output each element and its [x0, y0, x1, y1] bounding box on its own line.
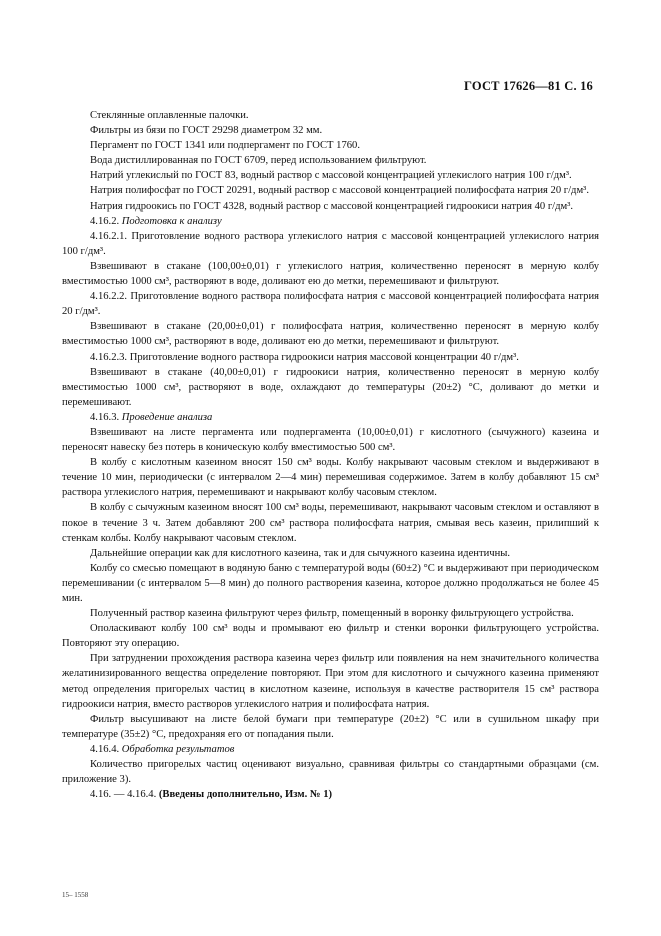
paragraph: Взвешивают в стакане (20,00±0,01) г полифосфата натрия, количественно переносят в мерную колбу вместимостью 1000 см³, растворяют в воде, доливают ею до метки, перемешивают и фильтруют. [62, 321, 599, 348]
page-footer: 15– 1558 [62, 891, 89, 899]
paragraph: Колбу со смесью помещают в водяную баню с температурой воды (60±2) °С и выдерживают при периодическом перемешивании (с интервалом 5—8 мин) до полного растворения казеина, которое должно продолжаться не более 45 мин. [62, 562, 599, 604]
paragraph: Фильтр высушивают на листе белой бумаги при температуре (20±2) °С или в сушильном шкафу при температуре (35±2) °С, предохраняя его от попадания пыли. [62, 713, 599, 740]
paragraph: Вода дистиллированная по ГОСТ 6709, перед использованием фильтруют. [90, 155, 427, 167]
paragraph: Взвешивают на листе пергамента или подпергамента (10,00±0,01) г кислотного (сычужного) казеина и переносят навеску без потерь в коническую колбу вместимостью 500 см³. [62, 426, 599, 454]
amendment-text: (Введены дополнительно, Изм. № 1) [158, 789, 333, 801]
paragraph: Взвешивают в стакане (100,00±0,01) г углекислого натрия, количественно переносят в мерную колбу вместимостью 1000 см³, растворяют в воде, доливают ею до метки, перемешивают и фильтруют. [62, 260, 599, 288]
section-number: 4.16.4. [90, 743, 122, 755]
paragraph: Натрия гидроокись по ГОСТ 4328, водный раствор с массовой концентрацией гидроокиси натрия 40 г/дм³. [90, 200, 574, 212]
paragraph: Фильтры из бязи по ГОСТ 29298 диаметром 32 мм. [90, 125, 323, 137]
section-title: Обработка результатов [121, 743, 235, 755]
section-title: Подготовка к анализу [121, 215, 222, 227]
paragraph: Натрия полифосфат по ГОСТ 20291, водный раствор с массовой концентрацией полифосфата натрия 20 г/дм³. [90, 185, 589, 197]
paragraph: 4.16.2.2. Приготовление водного раствора полифосфата натрия с массовой концентрацией полифосфата натрия 20 г/дм³. [62, 291, 599, 318]
paragraph: Дальнейшие операции как для кислотного казеина, так и для сычужного казеина идентичны. [90, 547, 511, 559]
section-title: Проведение анализа [121, 411, 213, 423]
section-heading [62, 214, 599, 229]
paragraph: Пергамент по ГОСТ 1341 или подпергамент по ГОСТ 1760. [90, 140, 360, 152]
paragraph: Натрий углекислый по ГОСТ 83, водный раствор с массовой концентрацией углекислого натрия 100 г/дм³. [90, 170, 572, 182]
page-header: ГОСТ 17626—81 С. 16 [464, 79, 593, 93]
amendment-range: 4.16. — 4.16.4. [90, 789, 159, 801]
amendment-note [62, 787, 599, 802]
section-number: 4.16.2. [90, 215, 122, 227]
paragraph: Ополаскивают колбу 100 см³ воды и промывают ею фильтр и стенки воронки фильтрующего устройства. Повторяют эту операцию. [62, 623, 599, 650]
paragraph: 4.16.2.1. Приготовление водного раствора углекислого натрия с массовой концентрацией углекислого натрия 100 г/дм³. [62, 230, 599, 257]
paragraph: При затруднении прохождения раствора казеина через фильтр или появления на нем значительного количества желатинизированного вещества определение повторяют. При этом для кислотного и сычужного казеина применяют метод определения пригорелых частиц в кислотном казеине, используя в качестве растворителя 15 см³ раствора гидроокиси натрия, вместо растворов углекислого натрия и полифосфата натрия. [62, 653, 599, 710]
section-heading [62, 410, 599, 425]
section-number: 4.16.3. [90, 411, 122, 423]
paragraph: Количество пригорелых частиц оценивают визуально, сравнивая фильтры со стандартными образцами (см. приложение 3). [62, 759, 599, 786]
paragraph: Взвешивают в стакане (40,00±0,01) г гидроокиси натрия, количественно переносят в мерную колбу вместимостью 1000 см³, растворяют в воде, охлаждают до температуры (20±2) °С, доливают до метки и перемешивают. [62, 366, 599, 408]
paragraph: 4.16.2.3. Приготовление водного раствора гидроокиси натрия массовой концентрации 40 г/дм³. [90, 351, 519, 363]
paragraph: Полученный раствор казеина фильтруют через фильтр, помещенный в воронку фильтрующего устройства. [90, 608, 574, 620]
paragraph: Стеклянные оплавленные палочки. [90, 110, 249, 121]
paragraph: В колбу с сычужным казеином вносят 100 см³ воды, перемешивают, накрывают часовым стеклом и оставляют в покое в течение 3 ч. Затем добавляют 200 см³ раствора полифосфата натрия, смывая весь казеин, прилипший к стенкам колбы. Колбу накрывают часовым стеклом. [62, 502, 599, 544]
section-heading [62, 742, 599, 757]
paragraph: В колбу с кислотным казеином вносят 150 см³ воды. Колбу накрывают часовым стеклом и выдерживают в течение 10 мин, периодически (с интервалом 2—4 мин) перемешивая содержимое. Затем в колбу добавляют 15 см³ раствора углекислого натрия, перемешивают и накрывают колбу часовым стеклом. [62, 457, 599, 499]
document-body [62, 108, 599, 802]
